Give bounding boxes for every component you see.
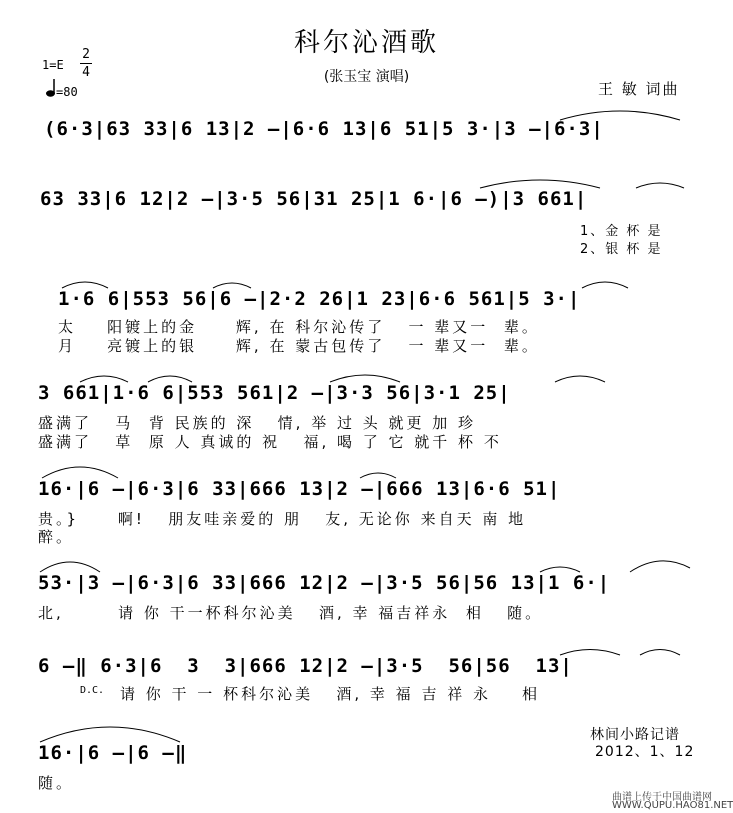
time-signature-bottom: 4: [82, 65, 90, 80]
lyric-row-4-verse-1: 盛满了 马 背 民族的 深 情, 举 过 头 就更 加 珍: [38, 414, 477, 432]
lyric-row-5-verse-1: 贵。} 啊! 朋友哇亲爱的 朋 友, 无论你 来自天 南 地: [38, 510, 527, 528]
slur-row-5-a: [42, 467, 118, 478]
watermark-line-1: 曲谱上传于中国曲谱网: [612, 792, 712, 803]
slur-row-6-b: [540, 567, 580, 572]
time-signature-top: 2: [82, 47, 90, 62]
notation-row-2: 63 33|6 12|2 –|3·5 56|31 25|1 6·|6 –)|3 661|: [40, 188, 588, 210]
song-title: 科尔沁酒歌: [293, 28, 439, 58]
key-signature: 1=E: [42, 58, 64, 72]
notation-row-6: 53·|3 –|6·3|6 33|666 12|2 –|3·5 56|56 13|1 6·|: [38, 572, 611, 594]
slur-row-2-b: [636, 183, 684, 188]
transcriber-credit: 林间小路记谱: [590, 727, 680, 743]
notation-row-4: 3 661|1·6 6|553 561|2 –|3·3 56|3·1 25|: [38, 382, 511, 404]
watermark-line-2: WWW.QUPU.HAO81.NET: [612, 800, 733, 811]
slur-row-6-a: [40, 562, 100, 572]
lyric-row-3-verse-2: 月 亮镀上的银 辉, 在 蒙古包传了 一 辈又一 辈。: [58, 337, 540, 355]
slur-row-6-c: [630, 561, 690, 572]
lyric-row-5-verse-2: 醉。: [38, 528, 75, 546]
slur-row-8-a: [40, 727, 180, 742]
slur-row-4-b: [148, 376, 192, 382]
lyric-row-8: 随。: [38, 774, 75, 792]
slur-row-7-b: [640, 650, 680, 656]
slur-row-4-d: [555, 376, 605, 382]
slur-row-4-c: [330, 375, 400, 382]
lyric-row-3-verse-1: 太 阳镀上的金 辉, 在 科尔沁传了 一 辈又一 辈。: [58, 318, 540, 336]
slur-row-7-a: [560, 650, 620, 656]
notation-row-3: 1·6 6|553 56|6 –|2·2 26|1 23|6·6 561|5 3·|: [58, 288, 581, 310]
slur-row-4-a: [80, 376, 128, 382]
transcription-date: 2012、1、12: [595, 744, 695, 760]
slur-row-3-c: [582, 282, 628, 288]
lyric-row-6: 北, 请 你 干一杯科尔沁美 酒, 幸 福吉祥永 相 随。: [38, 604, 544, 622]
slur-row-2-a: [480, 180, 600, 188]
slur-row-3-b: [213, 283, 251, 288]
lyric-row-4-verse-2: 盛满了 草 原 人 真诚的 祝 福, 喝 了 它 就千 杯 不: [38, 433, 502, 451]
verse-intro-1: 1、金 杯 是: [580, 224, 663, 239]
notation-row-5: 16·|6 –|6·3|6 33|666 13|2 –|666 13|6·6 51|: [38, 478, 561, 500]
slur-row-3-a: [62, 282, 108, 288]
notation-row-8: 16·|6 –|6 –‖: [38, 742, 188, 764]
notation-row-1: (6·3|63 33|6 13|2 –|6·6 13|6 51|5 3·|3 –|6·3|: [44, 118, 604, 140]
slur-row-5-b: [360, 473, 396, 478]
da-capo-mark: D.C.: [80, 685, 105, 696]
slur-row-1-a: [560, 111, 680, 120]
lyric-row-7: 请 你 干 一 杯科尔沁美 酒, 幸 福 吉 祥 永 相: [120, 685, 541, 703]
composer-credit: 王 敏 词曲: [598, 80, 680, 98]
performer-subtitle: (张玉宝 演唱): [323, 69, 410, 85]
verse-intro-2: 2、银 杯 是: [580, 242, 663, 257]
notation-row-7: 6 –‖ 6·3|6 3 3|666 12|2 –|3·5 56|56 13|: [38, 655, 573, 677]
tempo-marking: =80: [56, 85, 78, 99]
